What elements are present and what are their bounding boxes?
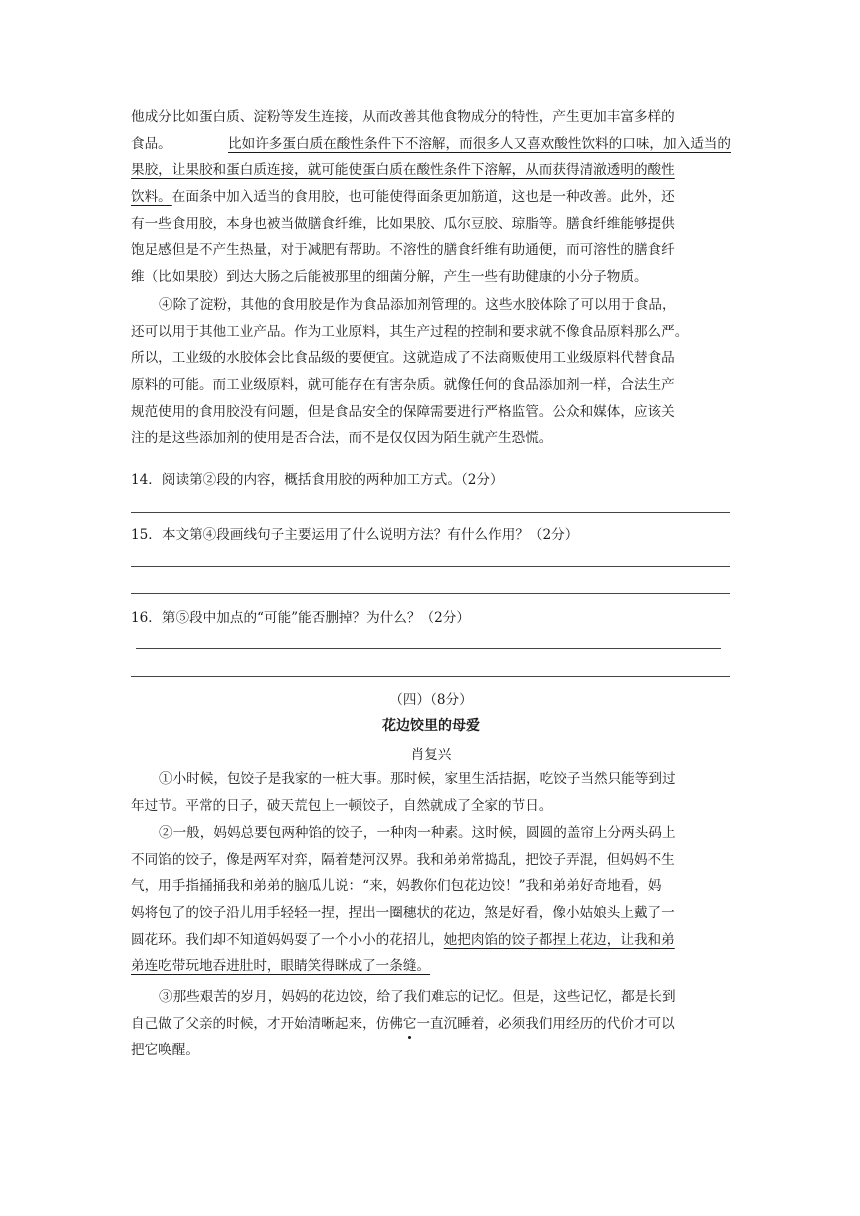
- article-paragraph-3: ③那些艰苦的岁月，妈妈的花边饺，给了我们难忘的记忆。但是，这些记忆，都是长到 自己做了父亲的时候，才开始清晰起来，仿佛 它 一直沉睡着，必须我们用经历的代价才可以 把它唤醒。: [131, 989, 676, 1059]
- answer-line[interactable]: [131, 593, 730, 594]
- underlined-sentence: 饮料。: [131, 189, 172, 206]
- underlined-sentence: 果胶，让果胶和蛋白质连接，就可能使蛋白质在酸性条件下溶解，从而获得清澈透明的酸性: [131, 162, 675, 179]
- article-paragraph-2: ②一般，妈妈总要包两种馅的饺子，一种肉一种素。这时候，圆圆的盖帘上分两头码上 不同馅的饺子，像是两军对弈，隔着楚河汉界。我和弟弟常捣乱，把饺子弄混，但妈妈不生 气，用手指捅捅我和弟弟的脑瓜儿说：“来，妈教你们包花边饺！”我和弟弟好奇地看，妈 妈将包了的饺子沿儿用手轻轻一捏，捏出一圈穗状的花边，煞是好看，像小姑娘头上戴了一 圆花环。我们却不知道妈妈耍了一个小小的花招儿， 她把肉馅的饺子都捏上花边，让我和弟 弟连吃带玩地吞进肚时，眼睛笑得眯成了一条缝。: [131, 820, 731, 980]
- section-heading: （四）（8分）: [389, 692, 473, 708]
- question-15: 15．本文第④段画线句子主要运用了什么说明方法？有什么作用？（2分）: [131, 527, 579, 543]
- passage-paragraph-continued: 他成分比如蛋白质、淀粉等发生连接，从而改善其他食物成分的特性，产生更加丰富多样的 食品。 比如许多蛋白质在酸性条件下不溶解，而很多人又喜欢酸性饮料的口味，加入适当的 果胶，让果胶和蛋白质连接，就可能使蛋白质在酸性条件下溶解，从而获得清澈透明的酸性 饮料。 在面条中加入适当的食用胶，也可能使得面条更加筋道，这也是一种改善。此外，还 有一些食用胶，本身也被当做膳食纤维，比如果胶、瓜尔豆胶、琼脂等。膳食纤维能够提供 饱足感但是不产生热量，对于减肥有帮助。不溶性的膳食纤维有助通便，而可溶性的膳食纤 维（比如果胶）到达大肠之后能被那里的细菌分解，产生一些有助健康的小分子物质。: [131, 109, 731, 286]
- passage-paragraph-4: ④除了淀粉，其他的食用胶是作为食品添加剂管理的。这些水胶体除了可以用于食品， 还可以用于其他工业产品。作为工业原料，其生产过程的控制和要求就不像食品原料那么严。 所以，工业级的水胶体会比食品级的要便宜。这就造成了不法商贩使用工业级原料代替食品 原料的可能。而工业级原料，就可能存在有害杂质。就像任何的食品添加剂一样，合法生产 规范使用的食用胶没有问题，但是食品安全的保障需要进行严格监管。公众和媒体，应该关 注的是这些添加剂的使用是否合法，而不是仅仅因为陌生就产生恐慌。: [131, 297, 689, 447]
- question-14: 14．阅读第②段的内容，概括食用胶的两种加工方式。（2分）: [131, 472, 504, 488]
- dotted-emphasis-char: 它: [403, 1011, 417, 1038]
- article-author: 肖复兴: [410, 747, 452, 763]
- underlined-sentence: 比如许多蛋白质在酸性条件下不溶解，而很多人又喜欢酸性饮料的口味，加入适当的: [228, 135, 731, 152]
- answer-line[interactable]: [131, 512, 730, 513]
- article-title: 花边饺里的母爱: [382, 718, 480, 734]
- article-paragraph-1: ①小时候，包饺子是我家的一桩大事。那时候，家里生活拮据，吃饺子当然只能等到过 年过节。平常的日子，破天荒包上一顿饺子，自然就成了全家的节日。: [131, 771, 676, 814]
- answer-line[interactable]: [131, 566, 730, 567]
- question-16: 16．第⑤段中加点的“可能”能否删掉？为什么？（2分）: [131, 610, 470, 626]
- underlined-sentence: 她把肉馅的饺子都捏上花边，让我和弟: [443, 931, 675, 948]
- answer-line[interactable]: [136, 648, 721, 649]
- answer-line[interactable]: [131, 676, 730, 677]
- underlined-sentence: 弟连吃带玩地吞进肚时，眼睛笑得眯成了一条缝。: [131, 958, 431, 975]
